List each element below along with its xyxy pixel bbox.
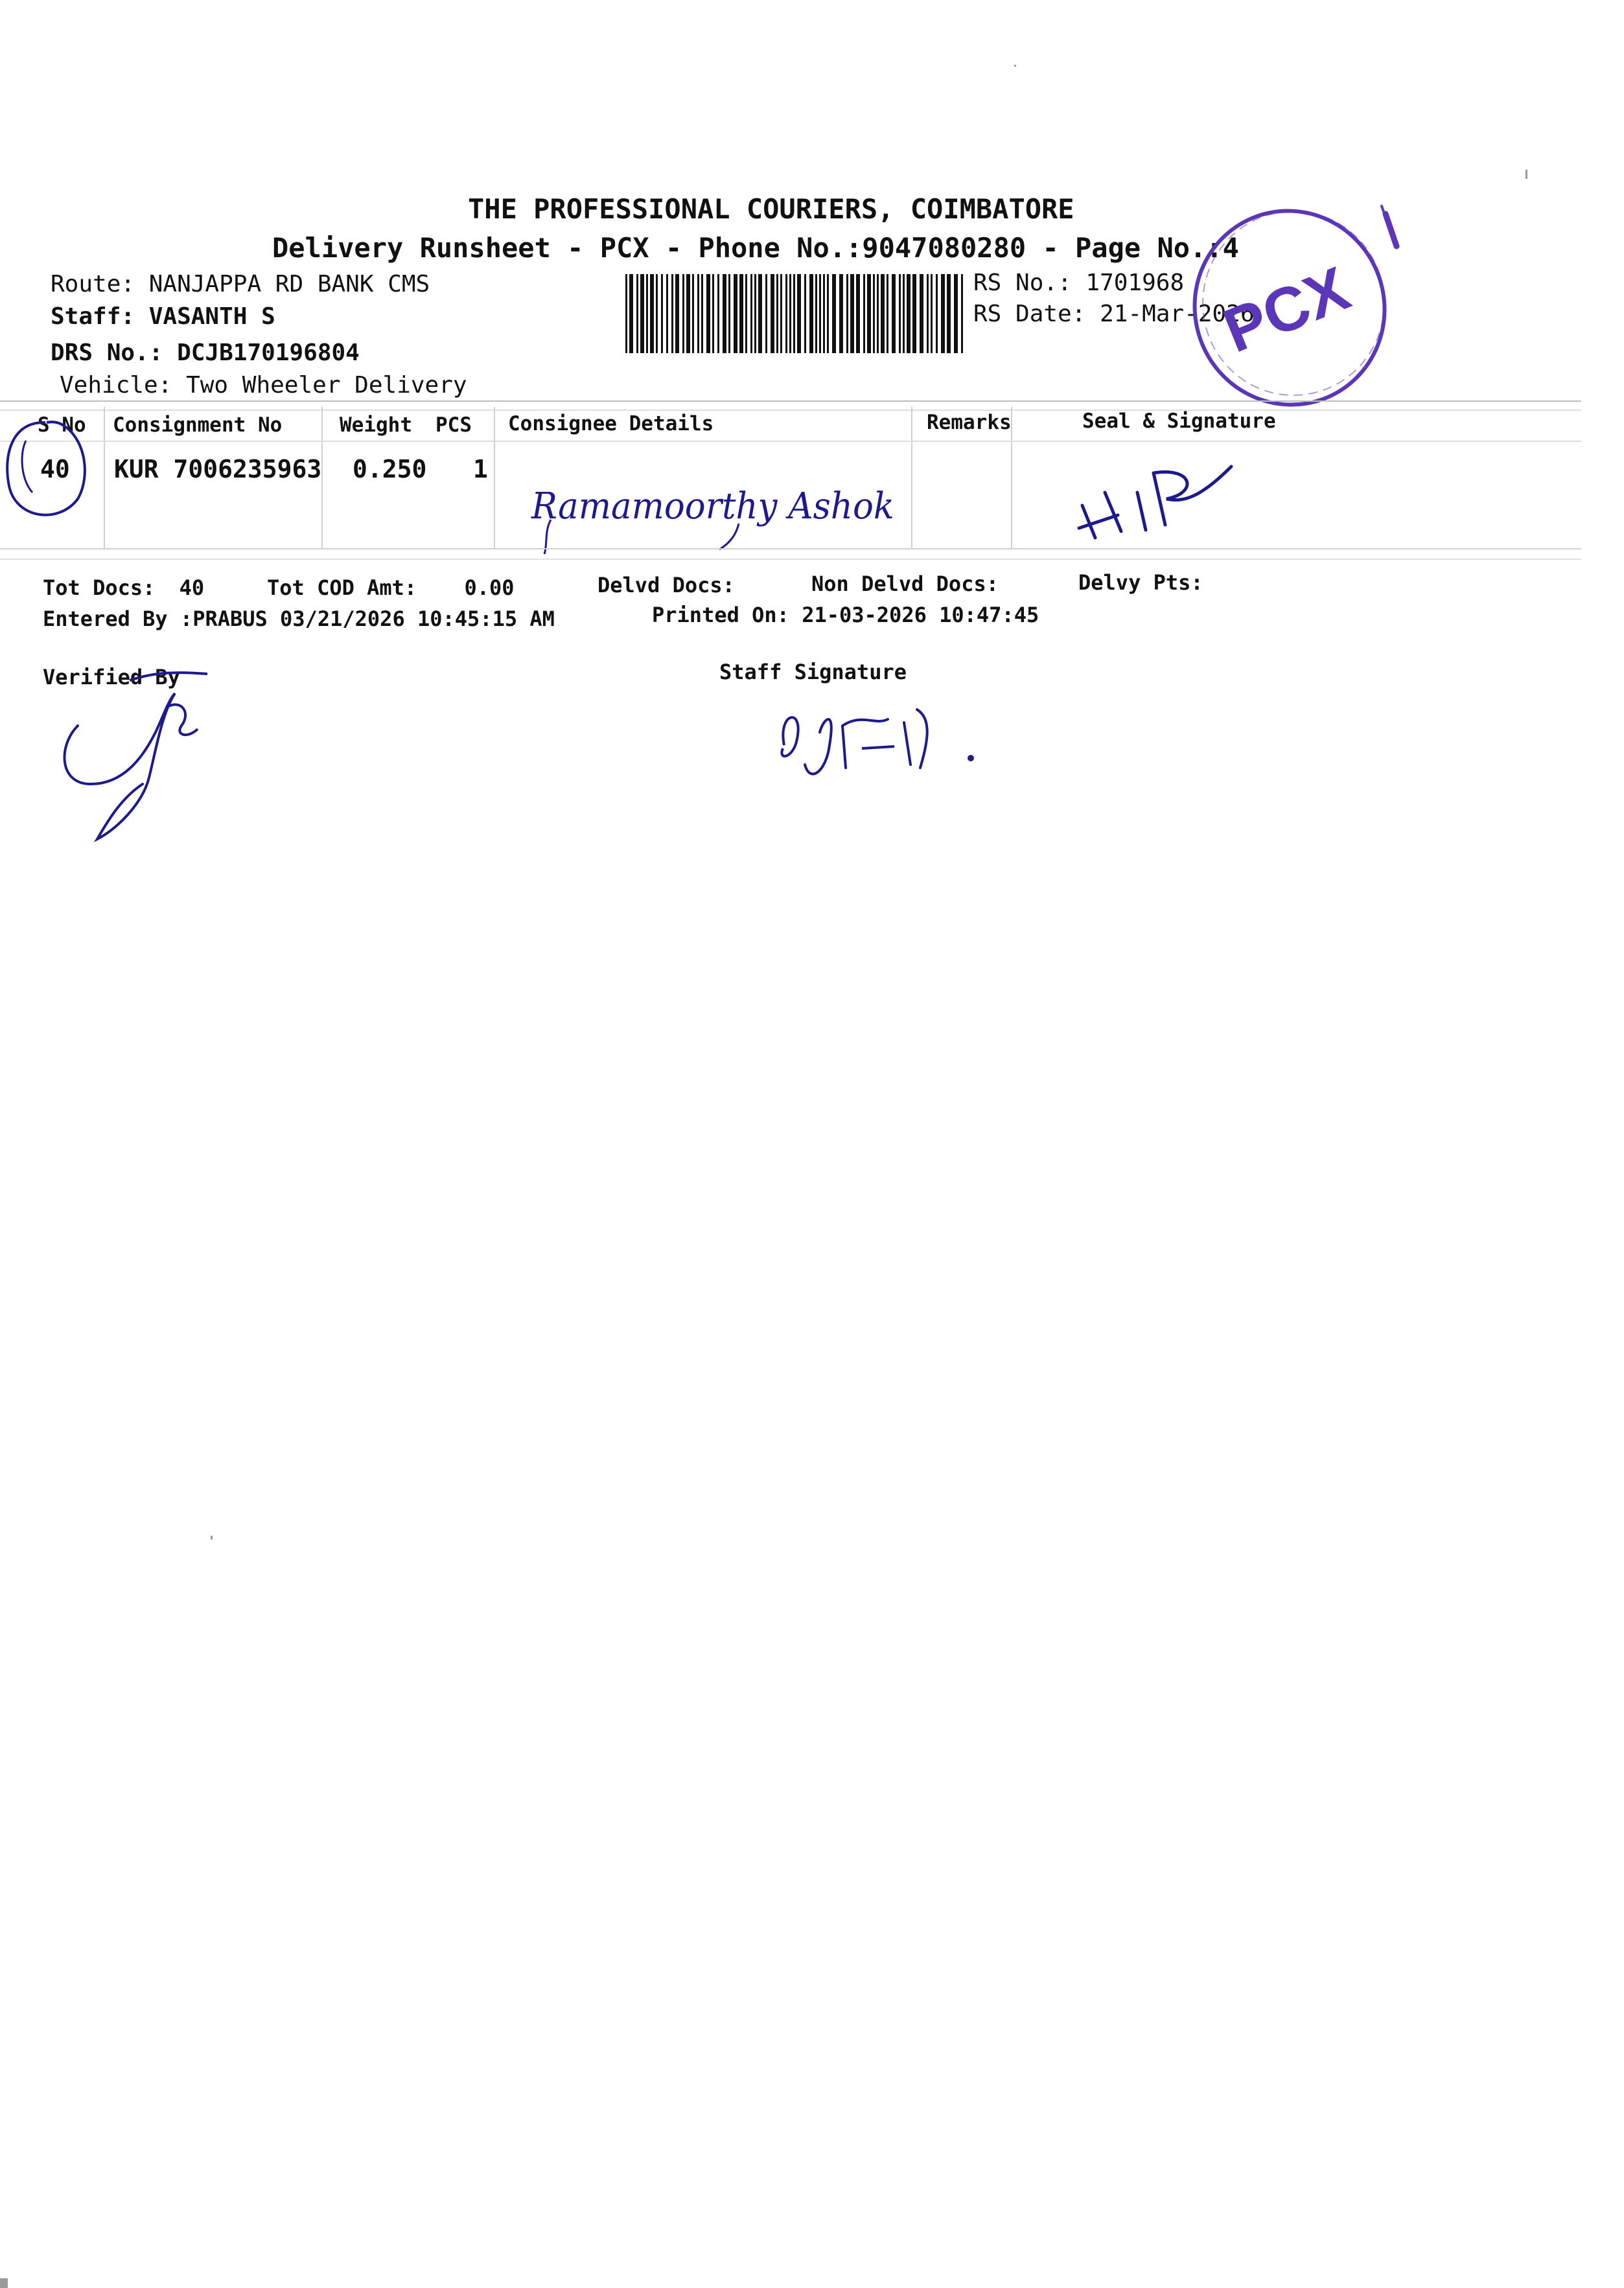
rs-no-line (973, 270, 1184, 296)
barcode-bar (754, 274, 756, 353)
barcode-bar (920, 274, 923, 353)
vehicle-label: Vehicle: (60, 372, 172, 399)
barcode-bar (867, 274, 871, 353)
barcode-bar (899, 274, 901, 353)
barcode-bar (706, 274, 710, 353)
vehicle-value: Two Wheeler Delivery (186, 372, 467, 399)
scan-speck (1525, 170, 1527, 179)
barcode-bar (832, 274, 836, 353)
rs-no-label: RS No.: (973, 270, 1072, 296)
barcode-bar (758, 274, 762, 353)
consignee-handwriting (525, 473, 940, 564)
tot-cod (267, 575, 515, 600)
barcode-bar (839, 274, 843, 353)
rs-date-value: 21-Mar-2026 (1100, 301, 1255, 327)
barcode-bar (887, 274, 888, 353)
runsheet-title: Delivery Runsheet - PCX - Phone No.:9047080280 - Page No.:4 (272, 232, 1239, 264)
barcode-bar (661, 274, 663, 353)
barcode-bar (850, 274, 854, 353)
barcode-bar (723, 274, 726, 353)
col-divider (321, 407, 323, 548)
barcode-bar (646, 274, 648, 353)
barcode-bar (823, 274, 825, 353)
drs-value: DCJB170196804 (177, 340, 360, 366)
barcode-bar (936, 274, 938, 353)
barcode-bar (873, 274, 875, 353)
route-value: NANJAPPA RD BANK CMS (148, 271, 430, 297)
barcode-bar (793, 274, 795, 353)
cell-weight: 0.250 (353, 455, 427, 483)
barcode-bar (625, 274, 627, 353)
barcode-bar (671, 274, 673, 353)
table-bottom-rule-2 (0, 559, 1581, 560)
barcode-bar (881, 274, 885, 353)
route-line (51, 271, 430, 297)
barcode-bar (903, 274, 905, 353)
entered-by: Entered By :PRABUS 03/21/2026 10:45:15 AM (43, 607, 555, 631)
barcode-bar (961, 274, 963, 353)
col-header-remarks: Remarks (927, 411, 1012, 434)
col-header-consignment-no: Consignment No (113, 413, 283, 437)
barcode-bar (734, 274, 737, 353)
col-header-consignee-details: Consignee Details (508, 412, 714, 435)
staff-value: VASANTH S (148, 303, 275, 330)
barcode-bar (863, 274, 865, 353)
barcode-bar (776, 274, 778, 353)
staff-signature-label: Staff Signature (719, 660, 907, 684)
tot-cod-value: 0.00 (464, 575, 515, 600)
barcode-bar (892, 274, 896, 353)
barcode-bar (650, 274, 654, 353)
printed-on: Printed On: 21-03-2026 10:47:45 (652, 603, 1039, 627)
staff-label: Staff: (51, 303, 135, 330)
col-header-pcs: PCS (435, 413, 472, 437)
barcode-bar (815, 274, 817, 353)
barcode-bar (797, 274, 801, 353)
drs-label: DRS No.: (51, 340, 163, 366)
barcode-bar (912, 274, 916, 353)
barcode-bar (846, 274, 848, 353)
non-delvd-docs-label: Non Delvd Docs: (811, 572, 999, 596)
scan-speck (0, 2278, 8, 2288)
barcode-bar (827, 274, 829, 353)
barcode-bar (682, 274, 684, 353)
scan-speck (211, 1536, 213, 1540)
tot-docs-label: Tot Docs: (43, 575, 156, 600)
scan-speck (1014, 65, 1016, 67)
col-divider (104, 407, 105, 548)
barcode-bar (785, 274, 787, 353)
barcode-bar (927, 274, 929, 353)
barcode-bar (692, 274, 694, 353)
barcode-bar (739, 274, 743, 353)
verified-by-signature (52, 654, 220, 849)
barcode-bar (771, 274, 774, 353)
barcode-bar (819, 274, 821, 353)
col-header-seal-signature: Seal & Signature (1082, 410, 1276, 433)
barcode-bar (750, 274, 752, 353)
barcode-bar (941, 274, 945, 353)
consignee-handwritten-name: Ramamoorthy Ashok (531, 485, 894, 527)
header-underline (0, 441, 1581, 442)
barcode-bar (789, 274, 791, 353)
tot-docs-value: 40 (179, 575, 205, 600)
stamp-text: PCX (1214, 253, 1359, 366)
barcode-bar (877, 274, 879, 353)
col-header-weight: Weight (340, 413, 412, 437)
tot-docs (43, 575, 204, 600)
rs-date-label: RS Date: (973, 301, 1086, 327)
barcode-bar (656, 274, 658, 353)
delvd-docs-label: Delvd Docs: (597, 573, 735, 597)
barcode-bar (728, 274, 730, 353)
cell-sno: 40 (40, 455, 70, 483)
barcode-bar (931, 274, 933, 353)
barcode-bar (765, 274, 767, 353)
barcode-bar (701, 274, 703, 353)
company-title: THE PROFESSIONAL COURIERS, COIMBATORE (468, 193, 1074, 225)
tot-cod-label: Tot COD Amt: (267, 575, 417, 600)
barcode-bar (666, 274, 668, 353)
barcode-bar (675, 274, 679, 353)
barcode-bar (856, 274, 860, 353)
barcode-bar (947, 274, 951, 353)
rs-no-value: 1701968 (1085, 270, 1185, 296)
staff-line (51, 303, 275, 330)
table-top-rule-2 (0, 410, 1581, 411)
col-divider (494, 407, 495, 548)
barcode-bar (907, 274, 911, 353)
barcode-bar (809, 274, 813, 353)
barcode-bar (636, 274, 638, 353)
barcode-bar (712, 274, 714, 353)
verified-by-label: Verified By (43, 665, 180, 689)
vehicle-line (60, 372, 467, 399)
seal-signature-mark (1069, 454, 1251, 544)
barcode-bar (717, 274, 719, 353)
table-bottom-rule (0, 548, 1581, 549)
barcode-bar (629, 274, 633, 353)
barcode-bar (697, 274, 699, 353)
barcode-bar (780, 274, 782, 353)
cell-consignment-no: KUR 7006235963 (114, 455, 322, 483)
route-label: Route: (51, 271, 135, 297)
staff-signature-mark (765, 687, 998, 784)
barcode-bar (686, 274, 690, 353)
barcode-bar (640, 274, 644, 353)
sno-circle-mark (0, 415, 97, 531)
drs-line (51, 340, 360, 366)
barcode (625, 274, 966, 355)
barcode-bar (954, 274, 958, 353)
cell-pcs: 1 (473, 455, 488, 483)
pcx-stamp (1179, 194, 1400, 415)
table-top-rule (0, 400, 1581, 402)
delvy-pts-label: Delvy Pts: (1078, 570, 1203, 595)
col-header-sno: S No (38, 413, 86, 437)
barcode-bar (804, 274, 806, 353)
barcode-bar (745, 274, 747, 353)
